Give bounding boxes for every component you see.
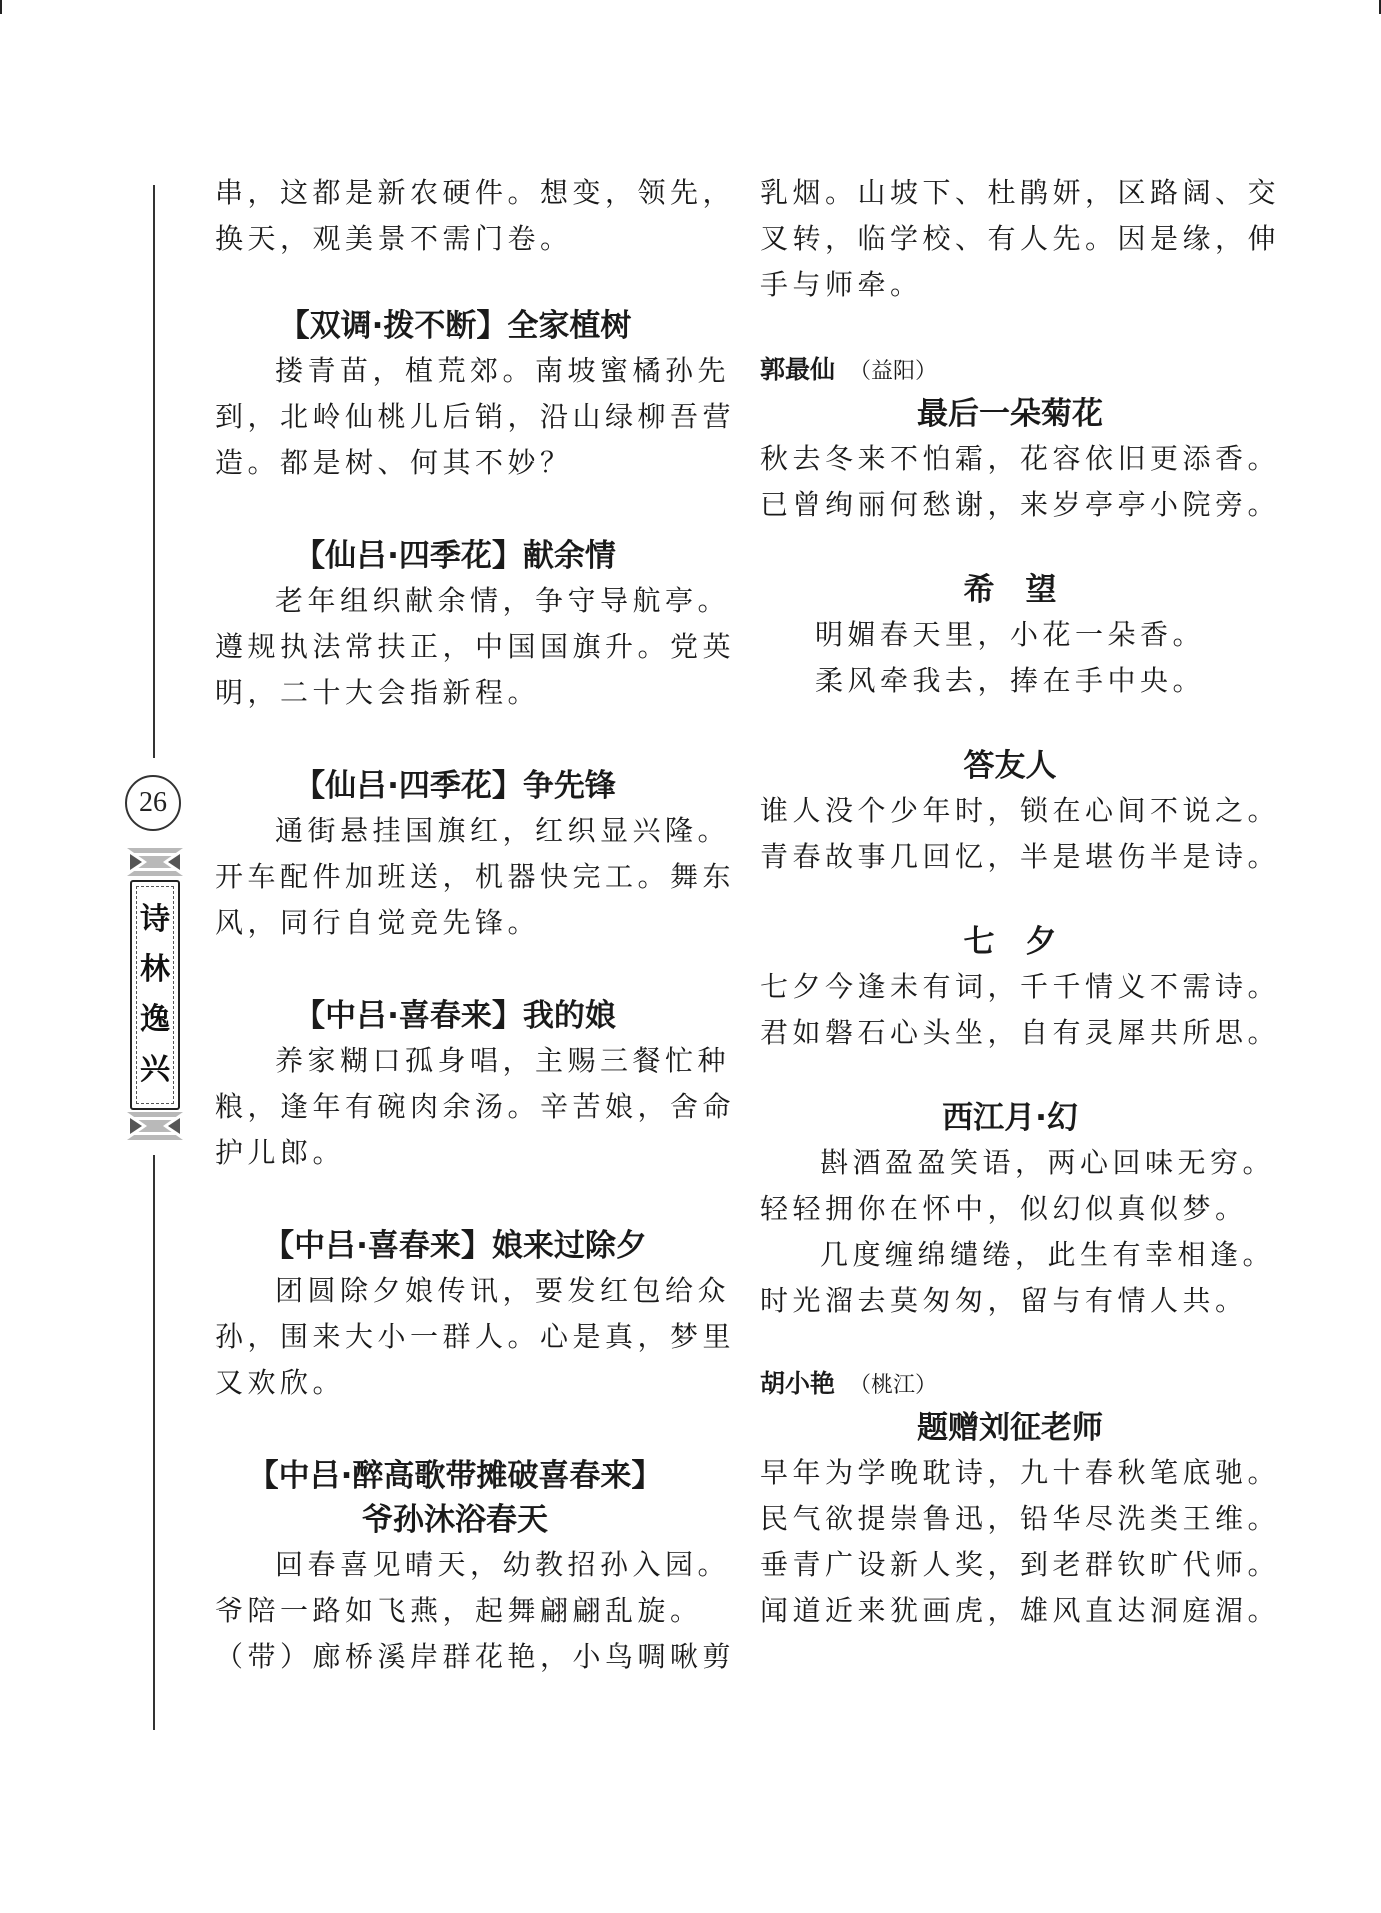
text-line: 叉转，临学校、有人先。因是缘，伸 bbox=[760, 222, 1281, 255]
author-place: （益阳） bbox=[849, 359, 938, 384]
poem-title: 最后一朵菊花 bbox=[917, 396, 1103, 432]
chevron-ornament-top bbox=[127, 848, 183, 876]
author-line bbox=[760, 350, 1260, 392]
section-badge bbox=[127, 848, 183, 1140]
text-line: 柔风牵我去，捧在手中央。 bbox=[814, 664, 1205, 697]
text-line: 遵规执法常扶正，中国国旗升。党英 bbox=[215, 630, 736, 663]
text-line: 几度缠绵缱绻，此生有幸相逢。 bbox=[820, 1238, 1276, 1271]
text-line: 明，二十大会指新程。 bbox=[215, 676, 541, 709]
badge-char: 诗 bbox=[140, 902, 170, 937]
text-line: 孙，围来大小一群人。心是真，梦里 bbox=[215, 1320, 736, 1353]
author-place: （桃江） bbox=[849, 1373, 938, 1398]
poem-title: 【中吕·喜春来】我的娘 bbox=[294, 998, 616, 1034]
poem-subtitle: 爷孙沐浴春天 bbox=[362, 1502, 548, 1538]
badge-frame bbox=[130, 880, 180, 1110]
text-line: 搂青苗，植荒郊。南坡蜜橘孙先 bbox=[275, 354, 731, 387]
author-name: 胡小艳 bbox=[760, 1369, 836, 1398]
text-line: 垂青广设新人奖，到老群钦旷代师。 bbox=[760, 1548, 1281, 1581]
poem-title: 希 望 bbox=[963, 572, 1057, 608]
text-line: 早年为学晚耽诗，九十春秋笔底驰。 bbox=[760, 1456, 1281, 1489]
badge-inner bbox=[136, 886, 174, 1104]
text-line: 护儿郎。 bbox=[215, 1136, 346, 1169]
poem-title: 【仙吕·四季花】献余情 bbox=[294, 538, 616, 574]
text-line: 斟酒盈盈笑语，两心回味无穷。 bbox=[820, 1146, 1276, 1179]
corner-mark-left bbox=[0, 0, 2, 14]
text-line: 谁人没个少年时，锁在心间不说之。 bbox=[760, 794, 1281, 827]
left-column bbox=[215, 170, 736, 1680]
text-line: （带）廊桥溪岸群花艳，小鸟啁啾剪 bbox=[215, 1640, 736, 1673]
margin-rule-top bbox=[153, 185, 155, 758]
text-line: 串，这都是新农硬件。想变，领先， bbox=[215, 176, 736, 209]
text-line: 又欢欣。 bbox=[215, 1366, 346, 1399]
text-line: 已曾绚丽何愁谢，来岁亭亭小院旁。 bbox=[760, 488, 1281, 521]
poem-title: 【仙吕·四季花】争先锋 bbox=[294, 768, 616, 804]
poem-title: 【双调·拨不断】全家植树 bbox=[278, 308, 632, 344]
text-line: 乳烟。山坡下、杜鹃妍，区路阔、交 bbox=[760, 176, 1281, 209]
page-number: 26 bbox=[125, 775, 181, 831]
text-line: 回春喜见晴天，幼教招孙入园。 bbox=[275, 1548, 731, 1581]
text-line: 老年组织献余情，争守导航亭。 bbox=[275, 584, 731, 617]
text-line: 明媚春天里，小花一朵香。 bbox=[814, 618, 1205, 651]
text-line: 轻轻拥你在怀中，似幻似真似梦。 bbox=[760, 1192, 1248, 1225]
text-line: 到，北岭仙桃儿后销，沿山绿柳吾营 bbox=[215, 400, 736, 433]
text-line: 粮，逢年有碗肉余汤。辛苦娘，舍命 bbox=[215, 1090, 736, 1123]
poem-title: 【中吕·喜春来】娘来过除夕 bbox=[263, 1228, 647, 1264]
text-line: 青春故事几回忆，半是堪伤半是诗。 bbox=[760, 840, 1281, 873]
badge-char: 兴 bbox=[140, 1052, 170, 1087]
author-name: 郭最仙 bbox=[760, 355, 836, 384]
text-line: 秋去冬来不怕霜，花容依旧更添香。 bbox=[760, 442, 1281, 475]
text-line: 民气欲提崇鲁迅，铅华尽洗类王维。 bbox=[760, 1502, 1281, 1535]
text-line: 君如磐石心头坐，自有灵犀共所思。 bbox=[760, 1016, 1281, 1049]
text-line: 通街悬挂国旗红，红织显兴隆。 bbox=[275, 814, 731, 847]
text-line: 开车配件加班送，机器快完工。舞东 bbox=[215, 860, 736, 893]
text-line: 养家糊口孤身唱，主赐三餐忙种 bbox=[275, 1044, 731, 1077]
text-line: 团圆除夕娘传讯，要发红包给众 bbox=[275, 1274, 731, 1307]
poem-title: 题赠刘征老师 bbox=[917, 1410, 1103, 1446]
badge-char: 林 bbox=[140, 952, 170, 987]
badge-char: 逸 bbox=[140, 1002, 170, 1037]
poem-title: 答友人 bbox=[963, 748, 1057, 784]
text-line: 手与师牵。 bbox=[760, 268, 923, 301]
poem-title: 七 夕 bbox=[963, 924, 1057, 960]
text-line: 七夕今逢未有词，千千情义不需诗。 bbox=[760, 970, 1281, 1003]
margin-rule-bottom bbox=[153, 1155, 155, 1730]
right-column bbox=[760, 170, 1281, 1634]
poem-title: 【中吕·醉高歌带摊破喜春来】 bbox=[247, 1458, 663, 1494]
text-line: 闻道近来犹画虎，雄风直达洞庭湄。 bbox=[760, 1594, 1281, 1627]
text-line: 爷陪一路如飞燕，起舞翩翩乱旋。 bbox=[215, 1594, 703, 1627]
text-line: 造。都是树、何其不妙？ bbox=[215, 446, 573, 479]
poem-title: 西江月·幻 bbox=[942, 1100, 1078, 1136]
text-line: 换天，观美景不需门卷。 bbox=[215, 222, 573, 255]
text-line: 风，同行自觉竞先锋。 bbox=[215, 906, 541, 939]
text-line: 时光溜去莫匆匆，留与有情人共。 bbox=[760, 1284, 1248, 1317]
chevron-ornament-bottom bbox=[127, 1112, 183, 1140]
author-line bbox=[760, 1364, 1260, 1406]
